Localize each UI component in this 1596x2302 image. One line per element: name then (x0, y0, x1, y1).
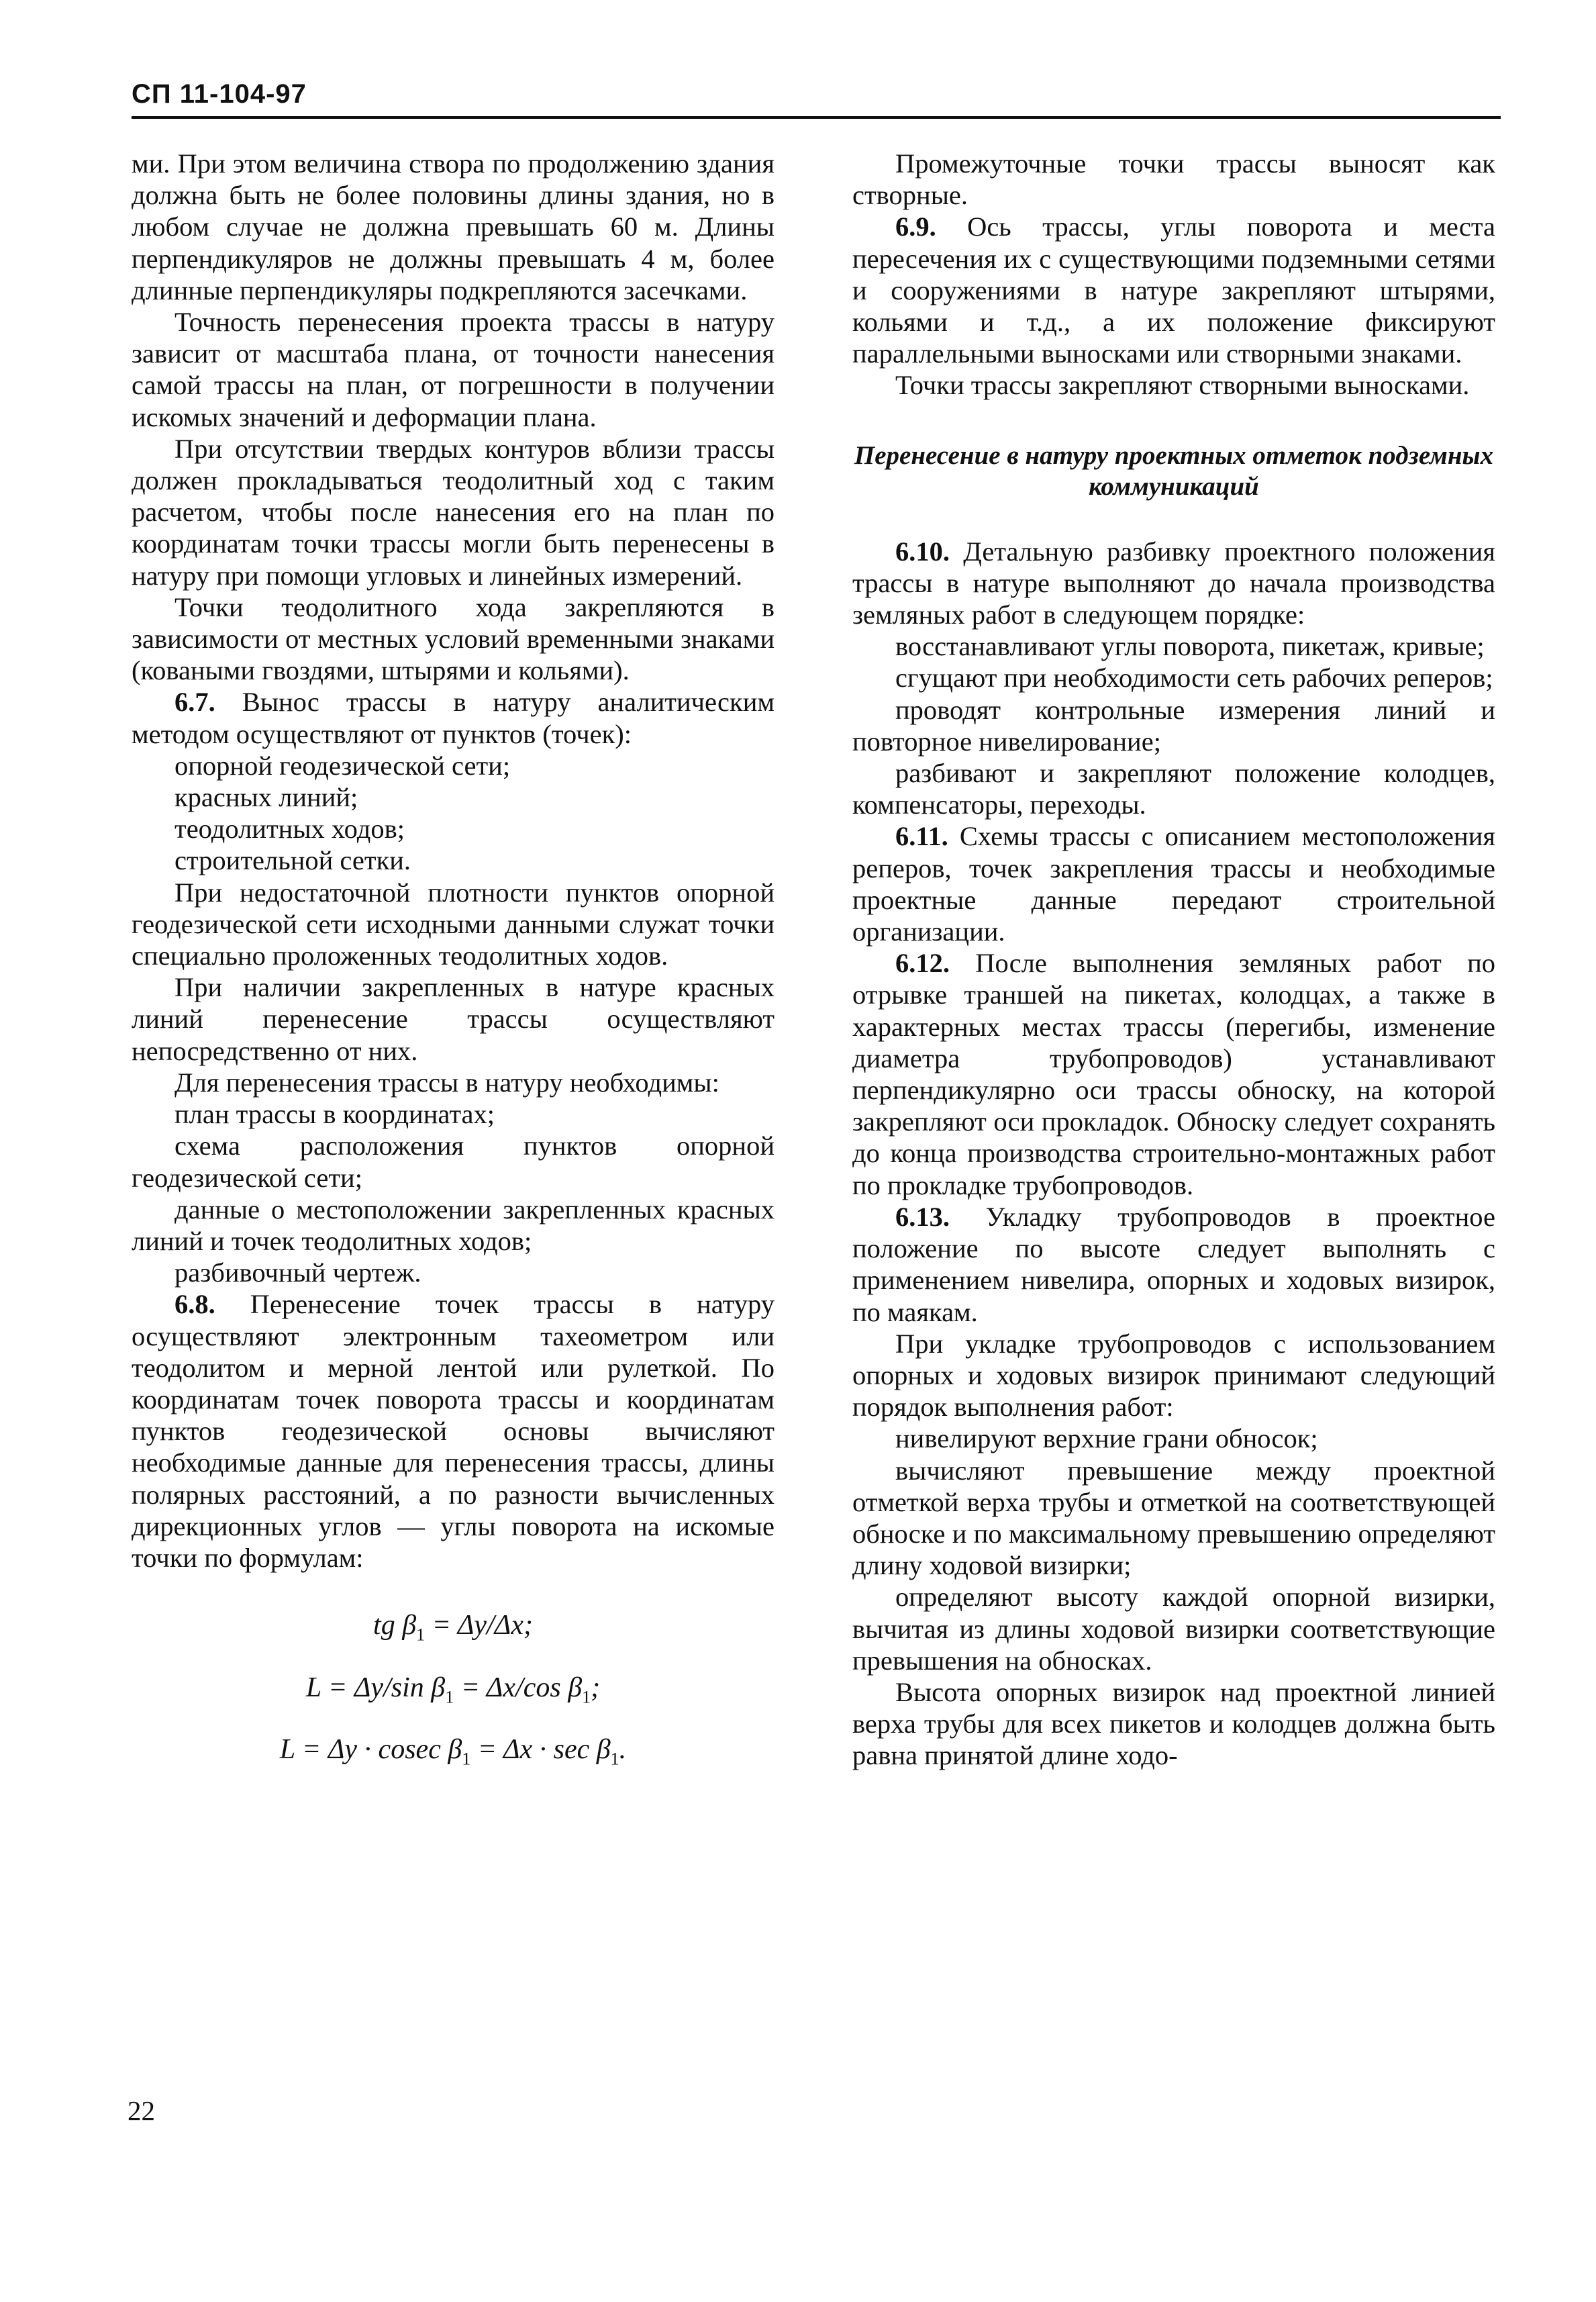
page-number: 22 (128, 2095, 155, 2126)
paragraph: Точность перенесения проекта трассы в натуру зависит от масштаба плана, от точности нанесения самой трассы на план, от погрешности в получении искомых значений и деформации плана. (132, 307, 775, 432)
paragraph: При недостаточной плотности пунктов опорной геодезической сети исходными данными служат точки специально проложенных теодолитных ходов. (132, 877, 775, 971)
paragraph: восстанавливают углы поворота, пикетаж, кривые; (895, 631, 1485, 662)
clause-text: После выполнения земляных работ по отрывке траншей на пикетах, колодцах, а также в характерных местах трассы (перегибы, изменение диаметра трубопроводов) устанавливают перпендикулярно оси трассы обноску, на которой закрепляют оси прокладок. Обноску следует сохранять до конца производства строительно-монтажных работ по прокладке трубопроводов. (852, 948, 1495, 1200)
clause-number: 6.7. (174, 687, 215, 718)
clause-text: Схемы трассы с описанием местоположения реперов, точек закрепления трассы и необходимые проектные данные передают строительной организации. (852, 821, 1495, 947)
paragraph: Для перенесения трассы в натуру необходимы: (174, 1067, 719, 1098)
left-column (132, 148, 775, 1794)
clause-number: 6.8. (174, 1289, 215, 1320)
paragraph: нивелируют верхние грани обносок; (895, 1423, 1318, 1454)
paragraph: Промежуточные точки трассы выносят как створные. (852, 148, 1495, 211)
paragraph: разбивают и закрепляют положение колодцев, компенсаторы, переходы. (852, 758, 1495, 820)
paragraph: сгущают при необходимости сеть рабочих реперов; (895, 663, 1493, 693)
clause-number: 6.13. (895, 1201, 950, 1232)
section-heading: Перенесение в натуру проектных отметок подземных коммуникаций (854, 440, 1494, 501)
clause-number: 6.10. (895, 536, 950, 567)
paragraph (852, 820, 1495, 947)
paragraph (852, 947, 1495, 1201)
clause-text: Ось трассы, углы поворота и места пересечения их с существующими подземными сетями и сооружениями в натуре закрепляют штырями, кольями и т.д., а их положение фиксируют параллельными выносками или створными знаками. (852, 211, 1495, 369)
formula-length-cosec-sec: L = Δy · cosec $\beta_1 = \Delta x \cdot \sec \beta_1$. (279, 1733, 627, 1769)
paragraph: При укладке трубопроводов с использованием опорных и ходовых визирок принимают следующий порядок выполнения работ: (852, 1328, 1495, 1423)
header-rule (132, 116, 1501, 119)
paragraph: Точки теодолитного хода закрепляются в зависимости от местных условий временными знаками (коваными гвоздями, штырями и кольями). (132, 591, 775, 686)
right-paragraphs (852, 148, 1495, 1772)
paragraph (852, 1201, 1495, 1328)
paragraph: определяют высоту каждой опорной визирки, вычитая из длины ходовой визирки соответствующие превышения на обносках. (852, 1582, 1495, 1676)
formula-block (132, 1609, 775, 1776)
paragraph (132, 1288, 775, 1574)
clause-text: Перенесение точек трассы в натуру осуществляют электронным тахеометром или теодолитом и мерной лентой или рулеткой. По координатам точек поворота трассы и координатам пунктов геодезической основы вычисляют необходимые данные для перенесения трассы, длины полярных расстояний, а по разности вычисленных дирекционных углов — углы поворота на искомые точки по формулам: (132, 1289, 775, 1573)
paragraph: строительной сетки. (174, 845, 411, 876)
paragraph: разбивочный чертеж. (174, 1257, 421, 1288)
paragraph: данные о местоположении закрепленных красных линий и точек теодолитных ходов; (132, 1194, 775, 1256)
paragraph: план трассы в координатах; (174, 1099, 495, 1130)
paragraph: ми. При этом величина створа по продолжению здания должна быть не более половины длины здания, но в любом случае не должна превышать 60 м. Длины перпендикуляров не должны превышать 4 м, более длинные перпендикуляры подкрепляются засечками. (132, 148, 775, 305)
clause-text: Детальную разбивку проектного положения трассы в натуре выполняют до начала производства земляных работ в следующем порядке: (852, 536, 1495, 630)
left-paragraphs (132, 148, 775, 1574)
clause-text: Вынос трассы в натуру аналитическим методом осуществляют от пунктов (точек): (132, 687, 775, 749)
paragraph: вычисляют превышение между проектной отметкой верха трубы и отметкой на соответствующей обноске и по максимальному превышению определяют длину ходовой визирки; (852, 1455, 1495, 1581)
paragraph: проводят контрольные измерения линий и повторное нивелирование; (852, 694, 1495, 757)
paragraph: Высота опорных визирок над проектной линией верха трубы для всех пикетов и колодцев должна быть равна принятой длине ходо- (852, 1676, 1495, 1771)
formula-tg: tg $\beta_1 = \Delta y/\Delta x$; (373, 1610, 533, 1645)
paragraph: схема расположения пунктов опорной геодезической сети; (132, 1131, 775, 1193)
clause-number: 6.12. (895, 948, 950, 979)
paragraph (852, 536, 1495, 631)
formula-length-sin-cos: L = Δy/sin $\beta_1 = \Delta x/\cos$ $\beta_1$; (305, 1672, 601, 1707)
clause-text: Укладку трубопроводов в проектное положение по высоте следует выполнять с применением нивелира, опорных и ходовых визирок, по маякам. (852, 1201, 1495, 1327)
paragraph: При наличии закрепленных в натуре красных линий перенесение трассы осуществляют непосредственно от них. (132, 972, 775, 1066)
clause-number: 6.11. (895, 821, 948, 852)
paragraph: теодолитных ходов; (174, 814, 405, 845)
paragraph: Точки трассы закрепляют створными выносками. (895, 370, 1470, 401)
paragraph: красных линий; (174, 782, 358, 813)
paragraph: При отсутствии твердых контуров вблизи трассы должен прокладываться теодолитный ход с таким расчетом, чтобы после нанесения его на план по координатам точки трассы могли быть перенесены в натуру при помощи угловых и линейных измерений. (132, 433, 775, 591)
paragraph (852, 211, 1495, 369)
right-column (852, 148, 1495, 1772)
paragraph (132, 686, 775, 749)
paragraph: опорной геодезической сети; (174, 750, 511, 781)
document-code: СП 11-104-97 (132, 79, 307, 109)
clause-number: 6.9. (895, 211, 936, 242)
